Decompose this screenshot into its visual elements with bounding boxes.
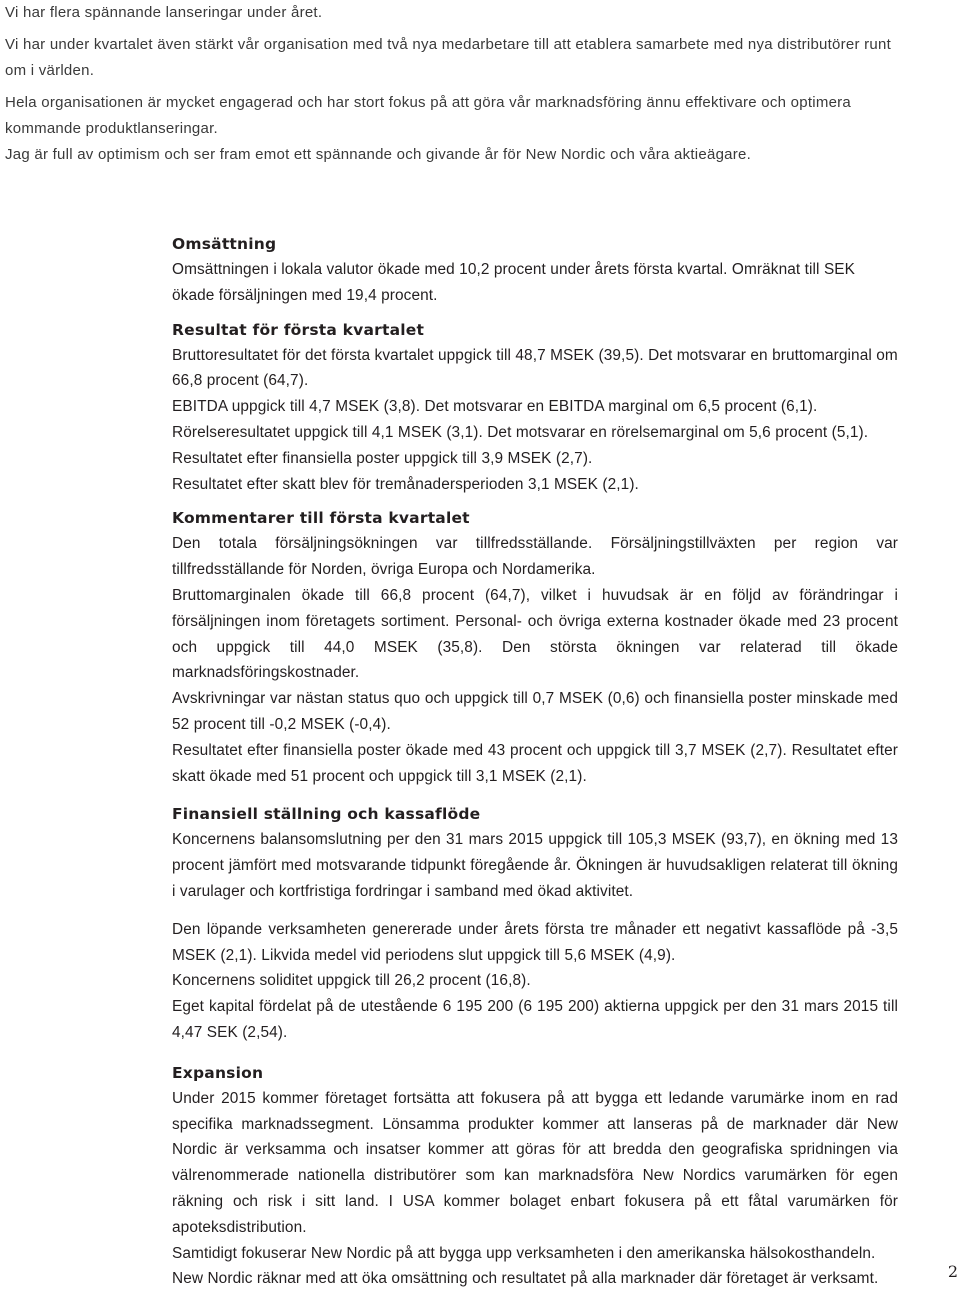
kommentarer-paragraph-4: Resultatet efter finansiella poster ökade med 43 procent och uppgick till 3,7 MSEK (2,7). Resultatet efter skatt ökade med 51 procent och uppgick till 3,1 MSEK (2,1). [172, 741, 898, 785]
report-body [172, 231, 898, 1292]
finansiell-paragraph-1: Koncernens balansomslutning per den 31 mars 2015 uppgick till 105,3 MSEK (93,7), en ökning med 13 procent jämfört med motsvarande tidpunkt föregående år. Ökningen är huvudsakligen relaterat till ökning i varulager och kortfristiga fordringar i samband med ökad aktivitet. [172, 831, 898, 900]
section-resultat [172, 317, 898, 498]
section-expansion [172, 1060, 898, 1292]
expansion-paragraph-3: New Nordic räknar med att öka omsättning och resultatet på alla marknader där företaget är verksamt. [172, 1270, 879, 1288]
intro-paragraph-1: Vi har flera spännande lanseringar under året. [5, 4, 323, 21]
intro-paragraph-3: Hela organisationen är mycket engagerad och har stort fokus på att göra vår marknadsföring ännu effektivare och optimera kommande produktlanseringar. [5, 94, 852, 137]
kommentarer-paragraph-1: Den totala försäljningsökningen var tillfredsställande. Försäljningstillväxten per region var tillfredsställande för Norden, övriga Europa och Nordamerika. [172, 535, 898, 579]
heading-kommentarer: Kommentarer till första kvartalet [172, 509, 470, 528]
resultat-paragraph-3: Rörelseresultatet uppgick till 4,1 MSEK (3,1). Det motsvarar en rörelsemarginal om 5,6 procent (5,1). [172, 423, 869, 441]
page-number: 2 [947, 1262, 958, 1281]
kommentarer-paragraph-3: Avskrivningar var nästan status quo och uppgick till 0,7 MSEK (0,6) och finansiella poster minskade med 52 procent till -0,2 MSEK (-0,4). [172, 690, 898, 733]
heading-omsattning: Omsättning [172, 235, 277, 253]
finansiell-paragraph-3: Koncernens soliditet uppgick till 26,2 procent (16,8). [172, 972, 531, 990]
section-kommentarer [172, 505, 898, 789]
finansiell-paragraph-4: Eget kapital fördelat på de utestående 6 195 200 (6 195 200) aktierna uppgick per den 31 mars 2015 till 4,47 SEK (2,54). [172, 998, 898, 1041]
heading-resultat: Resultat för första kvartalet [172, 320, 425, 339]
expansion-paragraph-1: Under 2015 kommer företaget fortsätta att fokusera på att bygga ett ledande varumärke inom en rad specifika marknadssegment. Lönsamma produkter kommer att lanseras på de marknader där New Nordic är verksamma och insatser kommer att göras för att bredda den geografiska spridningen via välrenommerade nationella distributörer som kan marknadsföra New Nordics varumärken för egen räkning och risk i sitt land. I USA kommer bolaget enbart fokusera på ett fåtal varumärken för apoteksdistribution. [172, 1089, 898, 1236]
section-finansiell [172, 801, 898, 1045]
expansion-paragraph-2: Samtidigt fokuserar New Nordic på att bygga upp verksamheten i den amerikanska hälsokosthandeln. [172, 1244, 876, 1262]
heading-finansiell: Finansiell ställning och kassaflöde [172, 805, 481, 824]
resultat-paragraph-2: EBITDA uppgick till 4,7 MSEK (3,8). Det motsvarar en EBITDA marginal om 6,5 procent (6,1). [172, 398, 818, 416]
intro-section [5, 0, 905, 168]
kommentarer-paragraph-2: Bruttomarginalen ökade till 66,8 procent (64,7), vilket i huvudsak är en följd av förändringar i försäljningen inom företagets sortiment. Personal- och övriga externa kostnader ökade med 23 procent och uppgick till 44,0 MSEK (35,8). Den största ökningen var relaterad till ökade marknadsföringskostnader. [172, 586, 898, 682]
section-omsattning [172, 231, 898, 309]
intro-paragraph-4: Jag är full av optimism och ser fram emot ett spännande och givande år för New Nordic och våra aktieägare. [5, 146, 752, 163]
omsattning-paragraph: Omsättningen i lokala valutor ökade med 10,2 procent under årets första kvartal. Omräknat till SEK ökade försäljningen med 19,4 procent. [172, 261, 856, 304]
resultat-paragraph-1: Bruttoresultatet för det första kvartalet uppgick till 48,7 MSEK (39,5). Det motsvarar en bruttomarginal om 66,8 procent (64,7). [172, 346, 898, 390]
resultat-paragraph-4: Resultatet efter finansiella poster uppgick till 3,9 MSEK (2,7). [172, 449, 593, 467]
finansiell-paragraph-2: Den löpande verksamheten genererade under årets första tre månader ett negativt kassaflöde på -3,5 MSEK (2,1). Likvida medel vid periodens slut uppgick till 5,6 MSEK (4,9). [172, 920, 898, 964]
intro-paragraph-2: Vi har under kvartalet även stärkt vår organisation med två nya medarbetare till att etablera samarbete med nya distributörer runt om i världen. [5, 36, 891, 79]
resultat-paragraph-5: Resultatet efter skatt blev för tremånadersperioden 3,1 MSEK (2,1). [172, 475, 639, 493]
heading-expansion: Expansion [172, 1063, 264, 1082]
